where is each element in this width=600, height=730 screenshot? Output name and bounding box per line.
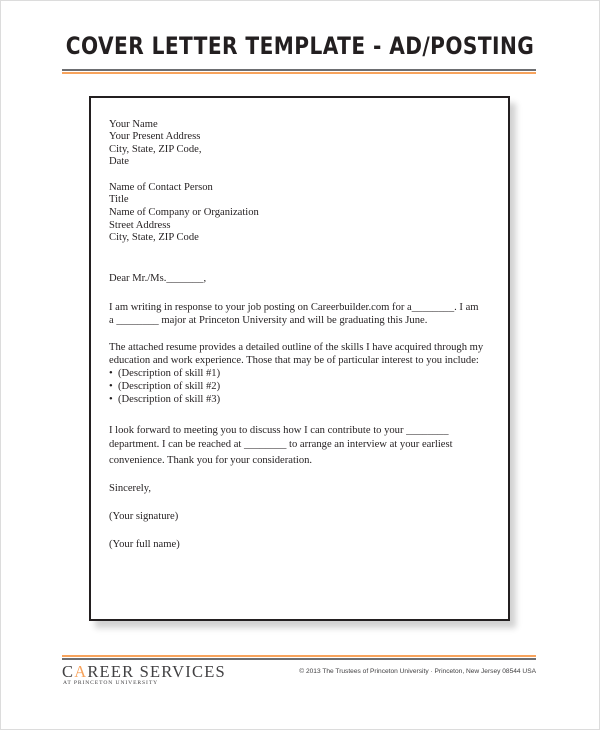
skill-text: (Description of skill #3) <box>118 394 221 405</box>
copyright-text: © 2013 The Trustees of Princeton University · Princeton, New Jersey 08544 USA <box>299 668 536 675</box>
paragraph-line: education and work experience. Those that may be of particular interest to you include: <box>109 355 479 366</box>
recipient-name: Name of Contact Person <box>109 182 213 193</box>
skill-text: (Description of skill #1) <box>118 368 221 379</box>
paragraph-line: I look forward to meeting you to discuss how I can contribute to your ________ <box>109 425 449 436</box>
recipient-title: Title <box>109 194 129 205</box>
recipient-city: City, State, ZIP Code <box>109 232 199 243</box>
skill-item <box>109 368 220 380</box>
logo-accent-letter: A <box>74 662 88 681</box>
footer-rule-orange <box>62 655 536 657</box>
skill-text: (Description of skill #2) <box>118 381 221 392</box>
closing: Sincerely, <box>109 483 151 494</box>
header-rule-gray <box>62 69 536 71</box>
sender-address: Your Present Address <box>109 131 201 142</box>
skill-item <box>109 381 220 393</box>
bullet-icon: • <box>109 381 113 392</box>
logo-letter: C <box>62 662 75 681</box>
bullet-icon: • <box>109 394 113 405</box>
paragraph-line: I am writing in response to your job posting on Careerbuilder.com for a________. I am <box>109 302 479 313</box>
bullet-icon: • <box>109 368 113 379</box>
paragraph-line: a ________ major at Princeton University and will be graduating this June. <box>109 315 428 326</box>
signature-placeholder: (Your signature) <box>109 511 179 522</box>
career-services-logo <box>62 663 226 680</box>
logo-text: REER SERVICES <box>87 662 226 681</box>
header-rule-orange <box>62 72 536 74</box>
skill-item <box>109 394 220 406</box>
letter-document <box>89 96 510 621</box>
sender-name: Your Name <box>109 119 158 130</box>
page-title: COVER LETTER TEMPLATE - AD/POSTING <box>65 32 535 60</box>
sender-city: City, State, ZIP Code, <box>109 144 202 155</box>
letter-date: Date <box>109 156 129 167</box>
recipient-street: Street Address <box>109 220 171 231</box>
paragraph-line: department. I can be reached at ________ to arrange an interview at your earliest <box>109 439 453 450</box>
salutation: Dear Mr./Ms._______, <box>109 273 207 284</box>
logo-subtitle: AT PRINCETON UNIVERSITY <box>63 680 159 686</box>
full-name-placeholder: (Your full name) <box>109 539 180 550</box>
recipient-company: Name of Company or Organization <box>109 207 259 218</box>
paragraph-line: The attached resume provides a detailed outline of the skills I have acquired through my <box>109 342 484 353</box>
paragraph-line: convenience. Thank you for your consideration. <box>109 455 313 466</box>
footer-rule-gray <box>62 658 536 660</box>
